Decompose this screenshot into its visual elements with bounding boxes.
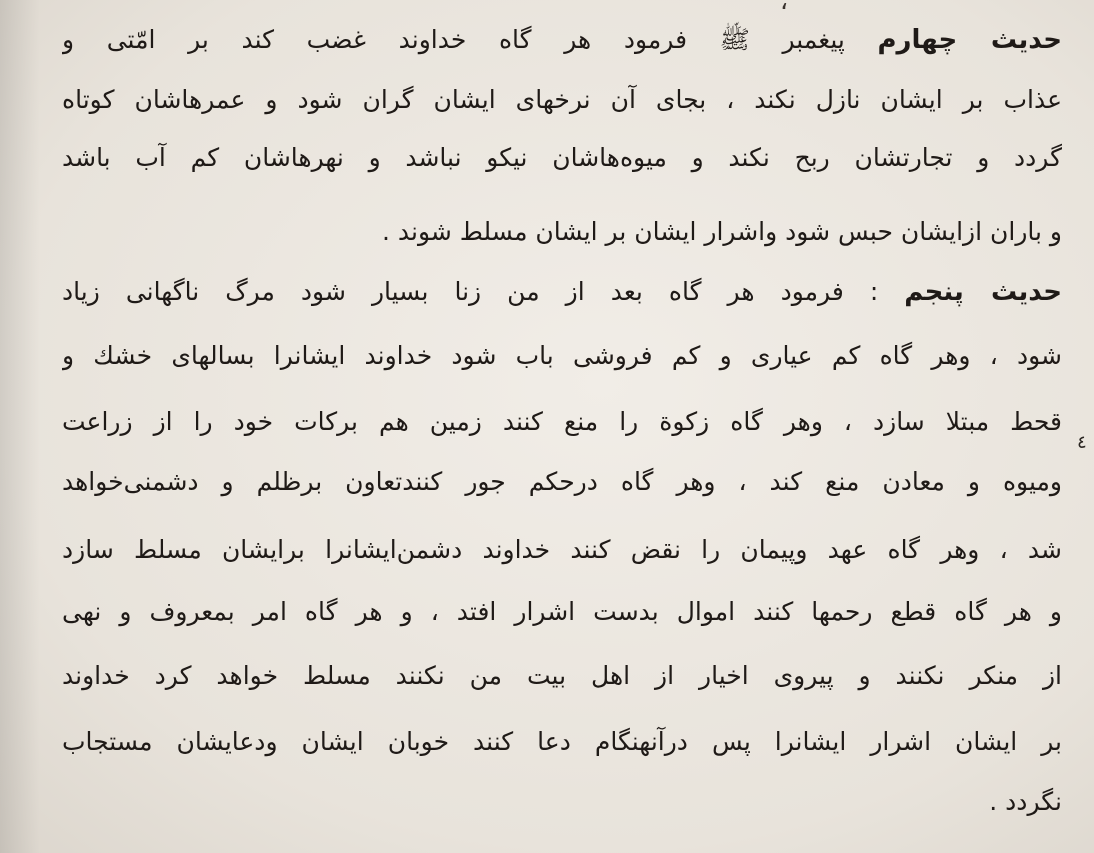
hadith5-line-8: بر ایشان اشرار ایشانرا پس درآنهنگام دعا کنند خوبان ایشان ودعایشان مستجاب bbox=[62, 727, 1062, 756]
hadith5-line-1-text: : فرمود هر گاه بعد از من زنا بسیار شود مرگ ناگهانی زیاد bbox=[62, 277, 905, 306]
hadith5-line-1 bbox=[62, 262, 1062, 322]
hadith4-line-4: و باران ازایشان حبس شود واشرار ایشان بر ایشان مسلط شوند . bbox=[382, 217, 1062, 246]
cut-off-top-line: ، bbox=[780, 0, 789, 15]
hadith4-line-3: گردد و تجارتشان ربح نکند و میوه‌هاشان نیکو نباشد و نهرهاشان کم آب باشد bbox=[62, 143, 1062, 172]
hadith5-line-5: شد ، وهر گاه عهد وپیمان را نقض کنند خداوند دشمن‌ایشانرا برایشان مسلط سازد bbox=[62, 535, 1062, 564]
hadith5-line-3: قحط مبتلا سازد ، وهر گاه زکوة را منع کنند زمین هم برکات خود را از زراعت bbox=[62, 407, 1062, 436]
hadith4-line-1 bbox=[62, 10, 1062, 70]
hadith4-line-2: عذاب بر ایشان نازل نکند ، بجای آن نرخهای ایشان گران شود و عمرهاشان کوتاه bbox=[62, 85, 1062, 114]
hadith5-line-2: شود ، وهر گاه کم عیاری و کم فروشی باب شود خداوند ایشانرا بسالهای خشك و bbox=[62, 341, 1062, 370]
hadith5-line-7: از منکر نکنند و پیروی اخیار از اهل بیت من نکنند مسلط خواهد کرد خداوند bbox=[62, 661, 1062, 690]
hadith5-line-9: نگردد . bbox=[989, 787, 1062, 816]
hadith4-heading: حدیث چهارم bbox=[877, 25, 1062, 55]
hadith5-line-6: و هر گاه قطع رحمها کنند اموال بدست اشرار افتد ، و هر گاه امر بمعروف و نهی bbox=[62, 597, 1062, 626]
margin-mark: ٤ bbox=[1077, 432, 1087, 453]
hadith5-line-4: ومیوه و معادن منع کند ، وهر گاه درحکم جور کنندتعاون برظلم و دشمنی‌خواهد bbox=[62, 467, 1062, 496]
hadith5-heading: حدیث پنجم bbox=[904, 277, 1062, 307]
hadith4-line-1-text: پیغمبر ﷺ فرمود هر گاه خداوند غضب کند بر امّتی و bbox=[62, 25, 878, 54]
